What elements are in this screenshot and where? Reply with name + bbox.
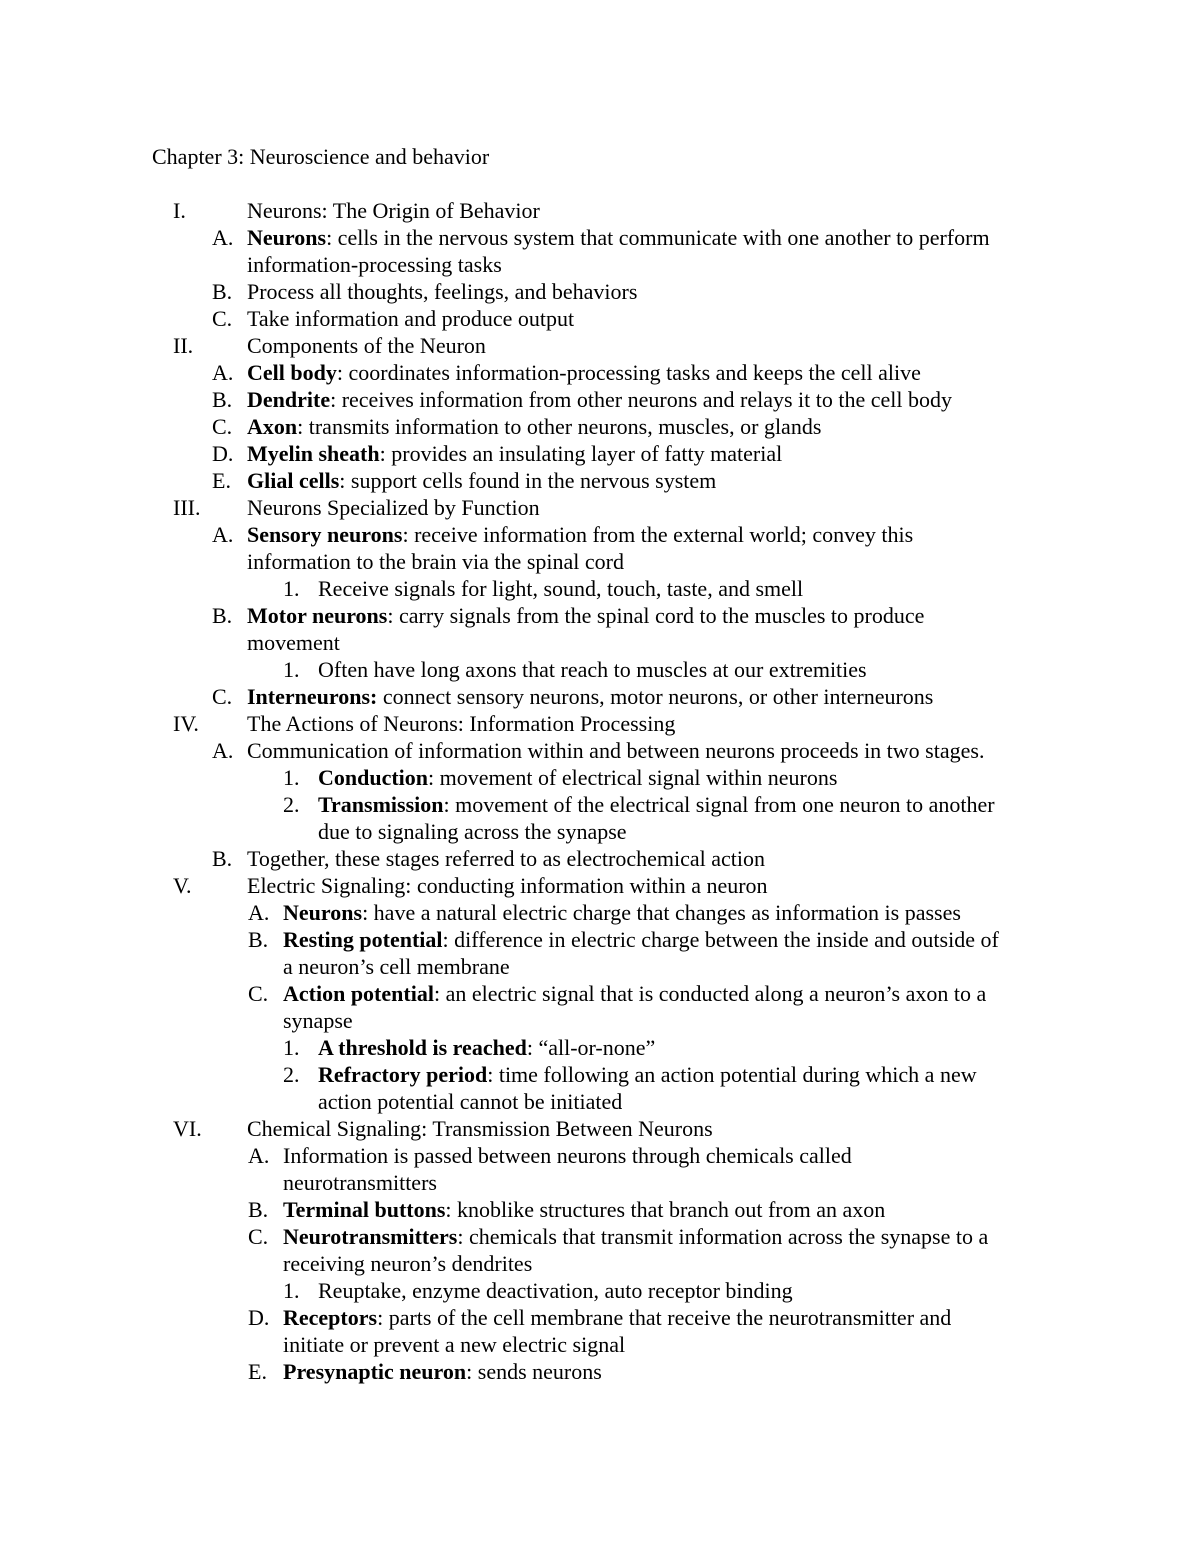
outline-line [0,845,1200,872]
outline-text: Conduction: movement of electrical signal within neurons [318,765,838,790]
outline-text: Interneurons: connect sensory neurons, motor neurons, or other interneurons [247,684,934,709]
outline-text: Sensory neurons: receive information from the external world; convey this [247,522,914,547]
outline-line [0,1358,1200,1385]
outline-marker: A. [212,360,234,385]
key-term: Transmission [318,792,444,817]
outline-line [0,953,1200,980]
outline-line [0,440,1200,467]
outline-marker: III. [173,495,201,520]
outline-marker: B. [212,387,233,412]
key-term: Sensory neurons [247,522,403,547]
outline-line [0,872,1200,899]
outline-text: Receptors: parts of the cell membrane that receive the neurotransmitter and [283,1305,952,1330]
outline-line [0,1169,1200,1196]
outline-line [0,791,1200,818]
outline-text: Neurotransmitters: chemicals that transmit information across the synapse to a [283,1224,989,1249]
key-term: Conduction [318,765,429,790]
outline-marker: 2. [283,1062,300,1087]
outline-text: Action potential: an electric signal that is conducted along a neuron’s axon to a [283,981,987,1006]
outline-text: Neurons: The Origin of Behavior [247,198,540,223]
outline-text: Communication of information within and between neurons proceeds in two stages. [247,738,985,763]
outline-text: synapse [283,1008,353,1033]
outline-line [0,656,1200,683]
outline-marker: A. [212,225,234,250]
outline-text: Neurons Specialized by Function [247,495,540,520]
outline-marker: 1. [283,657,300,682]
outline-marker: C. [212,306,233,331]
outline-marker: B. [248,927,269,952]
key-term: Glial cells [247,468,340,493]
outline-line [0,1061,1200,1088]
outline-text: movement [247,630,340,655]
outline-marker: D. [212,441,234,466]
outline-text: Transmission: movement of the electrical signal from one neuron to another [318,792,995,817]
outline-line [0,1331,1200,1358]
outline-line [0,1196,1200,1223]
outline-marker: B. [212,279,233,304]
outline-marker: A. [248,900,270,925]
outline-text: initiate or prevent a new electric signal [283,1332,626,1357]
outline-text: Neurons: have a natural electric charge that changes as information is passes [283,900,961,925]
outline-text: Axon: transmits information to other neurons, muscles, or glands [247,414,822,439]
page-title: Chapter 3: Neuroscience and behavior [152,144,490,169]
outline-line [0,737,1200,764]
outline-line [0,278,1200,305]
outline-text: Resting potential: difference in electric charge between the inside and outside of [283,927,999,952]
outline-marker: VI. [173,1116,202,1141]
key-term: Terminal buttons [283,1197,446,1222]
outline-text: Information is passed between neurons through chemicals called [283,1143,852,1168]
outline-text: Receive signals for light, sound, touch, taste, and smell [318,576,804,601]
key-term: Neurons [247,225,327,250]
outline-line [0,1277,1200,1304]
outline-marker: C. [212,684,233,709]
outline-text: Chemical Signaling: Transmission Between Neurons [247,1116,713,1141]
outline-text: Dendrite: receives information from other neurons and relays it to the cell body [247,387,953,412]
outline-text: Electric Signaling: conducting information within a neuron [247,873,768,898]
outline-text: receiving neuron’s dendrites [283,1251,533,1276]
outline-marker: 2. [283,792,300,817]
outline-line [0,602,1200,629]
key-term: Cell body [247,360,337,385]
outline-line [0,575,1200,602]
outline-line [0,413,1200,440]
outline-marker: B. [212,846,233,871]
outline-marker: 1. [283,765,300,790]
key-term: Receptors [283,1305,378,1330]
outline-line [0,359,1200,386]
key-term: Neurotransmitters [283,1224,458,1249]
outline-line [0,1223,1200,1250]
outline-line [0,683,1200,710]
outline-line [0,1250,1200,1277]
outline-line [0,1304,1200,1331]
outline-line [0,1034,1200,1061]
outline-text: Presynaptic neuron: sends neurons [283,1359,602,1384]
key-term: Resting potential [283,927,443,952]
outline-text: Glial cells: support cells found in the nervous system [247,468,717,493]
outline-text: Motor neurons: carry signals from the spinal cord to the muscles to produce [247,603,925,628]
outline-marker: C. [212,414,233,439]
outline-line [0,926,1200,953]
key-term: Motor neurons [247,603,388,628]
outline-text: Neurons: cells in the nervous system that communicate with one another to perform [247,225,990,250]
outline-text: information-processing tasks [247,252,502,277]
outline-text: Often have long axons that reach to muscles at our extremities [318,657,867,682]
outline-marker: C. [248,1224,269,1249]
outline-line [0,980,1200,1007]
outline-line [0,521,1200,548]
outline-text: Refractory period: time following an action potential during which a new [318,1062,977,1087]
outline-text: Components of the Neuron [247,333,486,358]
outline-line [0,1007,1200,1034]
key-term: Dendrite [247,387,331,412]
outline-line [0,818,1200,845]
outline-line [0,1142,1200,1169]
outline-marker: E. [248,1359,267,1384]
outline-line [0,494,1200,521]
outline-marker: C. [248,981,269,1006]
key-term: A threshold is reached [318,1035,527,1060]
outline-text: action potential cannot be initiated [318,1089,623,1114]
outline-marker: V. [173,873,192,898]
outline-marker: 1. [283,576,300,601]
outline-text: Together, these stages referred to as electrochemical action [247,846,765,871]
outline-marker: 1. [283,1035,300,1060]
outline-text: neurotransmitters [283,1170,437,1195]
outline-line [0,1115,1200,1142]
outline-marker: IV. [173,711,199,736]
outline-marker: A. [212,522,234,547]
outline-text: a neuron’s cell membrane [283,954,510,979]
key-term: Action potential [283,981,434,1006]
outline-text: Reuptake, enzyme deactivation, auto receptor binding [318,1278,793,1303]
outline-line [0,251,1200,278]
outline-marker: 1. [283,1278,300,1303]
outline-marker: A. [212,738,234,763]
outline-line [0,224,1200,251]
outline-marker: A. [248,1143,270,1168]
outline-line [0,1088,1200,1115]
outline-line [0,332,1200,359]
outline-line [0,467,1200,494]
outline-text: Cell body: coordinates information-processing tasks and keeps the cell alive [247,360,921,385]
outline-line [0,629,1200,656]
outline-text: Process all thoughts, feelings, and behaviors [247,279,638,304]
outline-marker: E. [212,468,231,493]
outline-list [0,197,1200,1385]
outline-text: Myelin sheath: provides an insulating layer of fatty material [247,441,783,466]
outline-text: information to the brain via the spinal cord [247,549,624,574]
outline-text: Take information and produce output [247,306,575,331]
outline-line [0,305,1200,332]
outline-text: The Actions of Neurons: Information Processing [247,711,676,736]
outline-text: due to signaling across the synapse [318,819,627,844]
outline-line [0,197,1200,224]
outline-marker: I. [173,198,186,223]
outline-line [0,899,1200,926]
outline-text: A threshold is reached: “all-or-none” [318,1035,656,1060]
outline-line [0,764,1200,791]
key-term: Interneurons: [247,684,378,709]
outline-text: Terminal buttons: knoblike structures that branch out from an axon [283,1197,886,1222]
key-term: Myelin sheath [247,441,380,466]
outline-line [0,710,1200,737]
outline-line [0,548,1200,575]
key-term: Refractory period [318,1062,488,1087]
key-term: Presynaptic neuron [283,1359,467,1384]
outline-line [0,386,1200,413]
key-term: Neurons [283,900,363,925]
outline-marker: II. [173,333,194,358]
key-term: Axon [247,414,298,439]
outline-marker: B. [212,603,233,628]
outline-marker: B. [248,1197,269,1222]
outline-marker: D. [248,1305,270,1330]
